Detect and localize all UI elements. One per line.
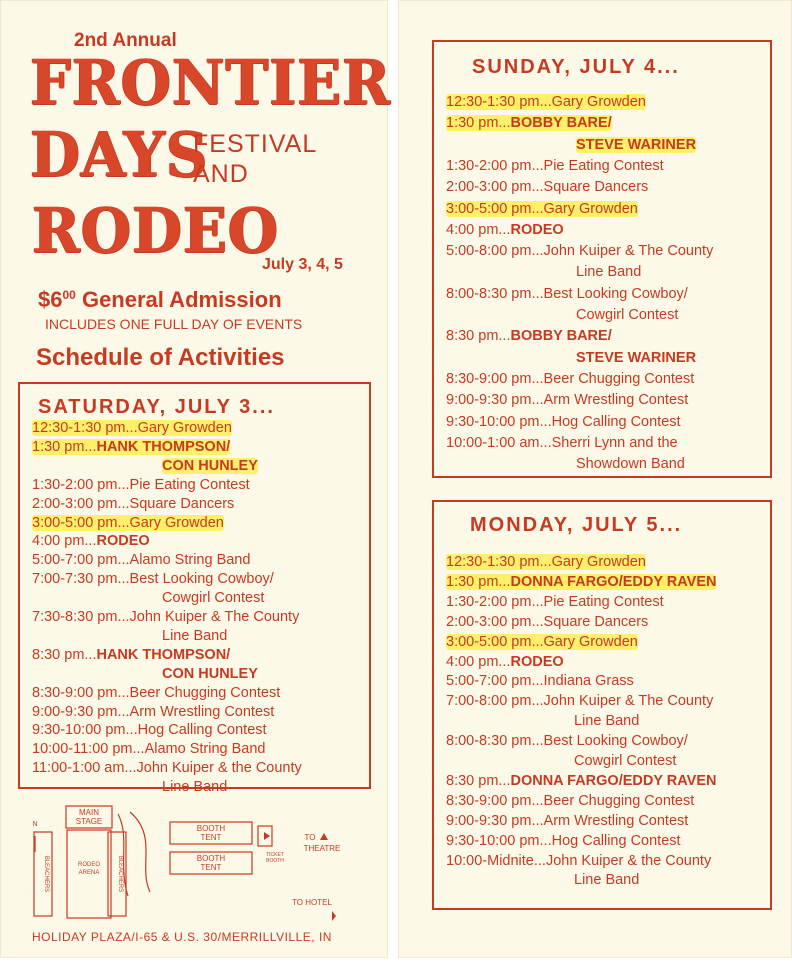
schedule-row (446, 179, 648, 196)
schedule-row (576, 264, 641, 281)
saturday-heading: SATURDAY, JULY 3... (38, 396, 275, 418)
left-panel (0, 0, 391, 958)
entry (162, 628, 227, 644)
entry (446, 286, 688, 302)
schedule-time: 11:00-1:00 am... (32, 760, 137, 777)
entry (446, 243, 713, 259)
schedule-event: Square Dancers (129, 495, 235, 512)
to-hotel-label: TO HOTEL (292, 898, 332, 907)
entry (32, 496, 234, 512)
schedule-time: 8:30-9:00 pm... (446, 370, 544, 387)
ticket-booth-label-1: TICKET (266, 852, 284, 858)
schedule-time: 5:00-7:00 pm... (446, 673, 544, 690)
highlighted-entry (446, 94, 646, 110)
schedule-event: Cowgirl Contest (574, 753, 677, 769)
title-rodeo: RODEO (32, 194, 279, 267)
schedule-event: Beer Chugging Contest (129, 684, 281, 701)
entry (446, 179, 648, 195)
schedule-event: Best Looking Cowboy/ (543, 733, 688, 750)
schedule-row (32, 552, 250, 569)
schedule-time: 8:30 pm... (32, 646, 97, 663)
schedule-row (32, 609, 299, 626)
schedule-row (446, 654, 564, 671)
schedule-row (446, 554, 646, 571)
schedule-row (32, 439, 230, 456)
schedule-event: Gary Growden (551, 554, 646, 570)
entry (32, 741, 266, 757)
schedule-event: Showdown Band (576, 456, 685, 473)
schedule-row (446, 158, 664, 175)
schedule-row (446, 392, 688, 409)
entry (446, 833, 681, 849)
schedule-row (446, 328, 612, 345)
schedule-event: Arm Wrestling Contest (129, 703, 275, 720)
entry (446, 435, 678, 451)
schedule-event: Beer Chugging Contest (543, 370, 695, 387)
north-label: N (32, 821, 38, 828)
schedule-time: 8:30-9:00 pm... (32, 684, 130, 701)
triangle-icon (264, 832, 270, 840)
title-festival: FESTIVAL (193, 130, 318, 158)
schedule-event: Gary Growden (551, 94, 646, 110)
entry (576, 456, 685, 472)
schedule-event: CON HUNLEY (162, 457, 258, 474)
schedule-row (446, 222, 564, 239)
entry (576, 264, 641, 280)
entry (32, 477, 250, 493)
entry (446, 853, 711, 869)
schedule-time: 1:30 pm... (446, 115, 511, 132)
schedule-event: Pie Eating Contest (129, 476, 250, 493)
schedule-row (446, 94, 646, 111)
schedule-time: 12:30-1:30 pm... (446, 554, 552, 570)
schedule-event: BOBBY BARE/ (510, 115, 612, 132)
schedule-row (32, 741, 266, 758)
schedule-time: 7:00-8:00 pm... (446, 693, 544, 710)
schedule-time: 1:30-2:00 pm... (32, 476, 130, 493)
to-theatre-label-2: THEATRE (303, 844, 341, 853)
admission-price (38, 287, 282, 313)
title-frontier: FRONTIER (30, 46, 391, 119)
highlighted-entry (446, 574, 716, 590)
schedule-event: Indiana Grass (543, 673, 634, 690)
entry (32, 704, 274, 720)
highlighted-entry (446, 201, 638, 217)
schedule-time: 7:00-7:30 pm... (32, 571, 130, 588)
main-stage-label-2: STAGE (75, 817, 103, 826)
schedule-event: RODEO (96, 533, 150, 550)
schedule-time: 9:30-10:00 pm... (446, 413, 552, 430)
entry (446, 654, 564, 670)
entry (446, 222, 564, 238)
schedule-event: RODEO (510, 653, 564, 670)
entry (32, 552, 250, 568)
schedule-event: BOBBY BARE/ (510, 328, 612, 345)
entry (574, 753, 676, 769)
venue-address: HOLIDAY PLAZA/I-65 & U.S. 30/MERRILLVILLE, IN (32, 930, 332, 944)
schedule-event: Pie Eating Contest (543, 157, 664, 174)
schedule-event: RODEO (510, 221, 564, 238)
schedule-event: Line Band (162, 779, 228, 796)
monday-schedule-box (432, 500, 772, 910)
highlighted-entry (446, 634, 638, 650)
schedule-event: DONNA FARGO/EDDY RAVEN (510, 573, 717, 590)
right-panel (398, 0, 792, 958)
schedule-event: Line Band (162, 627, 228, 644)
schedule-time: 3:00-5:00 pm... (32, 514, 130, 531)
entry (162, 666, 258, 682)
arena-label-2: ARENA (78, 870, 100, 876)
entry (446, 392, 688, 408)
entry (446, 414, 681, 430)
schedule-row (32, 571, 274, 588)
schedule-title: Schedule of Activities (36, 344, 285, 371)
schedule-row (446, 414, 681, 431)
schedule-row (446, 115, 612, 132)
booth-tent-1-label-2: TENT (200, 833, 222, 842)
schedule-row (446, 733, 688, 750)
schedule-time: 5:00-7:00 pm... (32, 552, 130, 569)
entry (32, 722, 267, 738)
entry (162, 779, 227, 795)
highlighted-entry (162, 458, 258, 474)
schedule-time: 4:00 pm... (32, 533, 97, 550)
path-curve-2 (130, 812, 150, 892)
schedule-row (446, 773, 716, 790)
entry (576, 307, 678, 323)
schedule-row (446, 634, 638, 651)
schedule-row (32, 647, 230, 664)
theatre-arrow-icon (320, 833, 328, 840)
schedule-row (446, 853, 711, 870)
entry (32, 609, 299, 625)
schedule-event: John Kuiper & The County (543, 243, 714, 260)
schedule-row (446, 813, 688, 830)
admission-text: General Admission (75, 287, 282, 312)
schedule-row (576, 456, 685, 473)
schedule-time: 4:00 pm... (446, 653, 511, 670)
schedule-row (576, 137, 696, 154)
schedule-time: 10:00-Midnite... (446, 852, 546, 869)
schedule-event: John Kuiper & the County (545, 852, 712, 869)
schedule-event: Sherri Lynn and the (551, 434, 678, 451)
schedule-event: Gary Growden (543, 633, 638, 650)
price-dollars: $6 (38, 287, 63, 312)
entry (446, 793, 694, 809)
entry (32, 533, 150, 549)
schedule-event: Hog Calling Contest (551, 413, 681, 430)
schedule-row (446, 435, 678, 452)
schedule-time: 9:00-9:30 pm... (446, 392, 544, 409)
schedule-row (32, 760, 302, 777)
schedule-row (446, 286, 688, 303)
schedule-time: 2:00-3:00 pm... (32, 495, 130, 512)
schedule-row (446, 833, 681, 850)
to-theatre-label-1: TO (304, 833, 316, 842)
schedule-time: 8:30 pm... (446, 772, 511, 789)
schedule-row (32, 420, 232, 437)
schedule-time: 9:30-10:00 pm... (446, 832, 552, 849)
includes-note: INCLUDES ONE FULL DAY OF EVENTS (45, 316, 303, 332)
schedule-event: HANK THOMPSON/ (96, 646, 231, 663)
arena-label-1: RODEO (77, 862, 101, 868)
schedule-event: Cowgirl Contest (576, 307, 679, 323)
booth-tent-2-label-2: TENT (200, 863, 222, 872)
schedule-row (574, 872, 639, 889)
schedule-time: 12:30-1:30 pm... (446, 94, 552, 110)
schedule-row (32, 477, 250, 494)
saturday-schedule-box (18, 382, 371, 796)
schedule-event: Alamo String Band (144, 741, 266, 758)
entry (32, 571, 274, 587)
booth-tent-1-label-1: BOOTH (196, 824, 226, 833)
schedule-row (162, 779, 227, 796)
venue-map (0, 796, 388, 936)
schedule-row (446, 793, 694, 810)
entry (32, 760, 302, 776)
schedule-row (162, 590, 264, 607)
schedule-time: 2:00-3:00 pm... (446, 613, 544, 630)
entry (32, 647, 230, 663)
schedule-event: Line Band (574, 872, 640, 889)
schedule-row (446, 693, 713, 710)
entry (574, 713, 639, 729)
entry (446, 813, 688, 829)
entry (162, 590, 264, 606)
schedule-event: Alamo String Band (129, 552, 251, 569)
schedule-row (162, 628, 227, 645)
schedule-event: John Kuiper & The County (543, 693, 714, 710)
entry (446, 328, 612, 344)
main-stage-label-1: MAIN (79, 808, 99, 817)
schedule-time: 3:00-5:00 pm... (446, 200, 544, 217)
schedule-event: Gary Growden (543, 200, 638, 217)
ticket-booth-label-2: BOOTH (266, 858, 284, 864)
schedule-event: Hog Calling Contest (137, 722, 267, 739)
schedule-row (446, 371, 694, 388)
schedule-time: 8:00-8:30 pm... (446, 285, 544, 302)
schedule-time: 1:30 pm... (32, 438, 97, 455)
highlighted-entry (32, 439, 230, 455)
schedule-row (32, 515, 224, 532)
sunday-heading: SUNDAY, JULY 4... (472, 56, 680, 78)
schedule-event: Square Dancers (543, 613, 649, 630)
schedule-event: DONNA FARGO/EDDY RAVEN (510, 772, 717, 789)
title-and: AND (193, 160, 249, 188)
title-days: DAYS (30, 118, 209, 191)
schedule-row (32, 496, 234, 513)
schedule-row (574, 753, 676, 770)
schedule-time: 12:30-1:30 pm... (32, 420, 138, 436)
schedule-event: Gary Growden (137, 420, 232, 436)
schedule-time: 4:00 pm... (446, 221, 511, 238)
schedule-time: 10:00-1:00 am... (446, 434, 552, 451)
schedule-row (162, 458, 258, 475)
highlighted-entry (32, 515, 224, 531)
schedule-row (446, 673, 634, 690)
highlighted-entry (576, 137, 696, 153)
bleachers-right-label: BLEACHERS (117, 855, 123, 893)
booth-tent-2-label-1: BOOTH (196, 854, 226, 863)
schedule-event: STEVE WARINER (576, 136, 697, 153)
schedule-event: Line Band (576, 264, 642, 281)
entry (446, 594, 664, 610)
sunday-schedule-box (432, 40, 772, 478)
schedule-time: 8:00-8:30 pm... (446, 733, 544, 750)
monday-heading: MONDAY, JULY 5... (470, 514, 683, 536)
entry (446, 773, 716, 789)
schedule-event: Arm Wrestling Contest (543, 392, 689, 409)
schedule-row (446, 614, 648, 631)
entry (32, 685, 280, 701)
schedule-time: 7:30-8:30 pm... (32, 609, 130, 625)
annual-label: 2nd Annual (74, 30, 177, 51)
entry (446, 673, 634, 689)
schedule-event: HANK THOMPSON/ (96, 438, 231, 455)
schedule-time: 5:00-8:00 pm... (446, 243, 544, 260)
schedule-event: John Kuiper & The County (129, 609, 300, 625)
schedule-time: 8:30-9:00 pm... (446, 792, 544, 809)
schedule-event: Beer Chugging Contest (543, 792, 695, 809)
schedule-row (162, 666, 258, 683)
entry (446, 693, 713, 709)
schedule-event: Hog Calling Contest (551, 832, 681, 849)
price-cents: 00 (62, 288, 76, 302)
schedule-event: John Kuiper & the County (136, 760, 302, 777)
schedule-time: 10:00-11:00 pm... (32, 741, 145, 758)
schedule-row (574, 713, 639, 730)
schedule-time: 8:30 pm... (446, 328, 511, 345)
schedule-time: 2:00-3:00 pm... (446, 179, 544, 196)
event-dates: July 3, 4, 5 (262, 256, 343, 273)
schedule-row (446, 594, 664, 611)
schedule-event: Line Band (574, 713, 640, 730)
schedule-event: Best Looking Cowboy/ (543, 285, 688, 302)
schedule-row (32, 704, 274, 721)
highlighted-entry (446, 115, 612, 131)
schedule-time: 9:00-9:30 pm... (446, 812, 544, 829)
schedule-row (576, 307, 678, 324)
schedule-time: 3:00-5:00 pm... (446, 633, 544, 650)
schedule-event: Cowgirl Contest (162, 590, 265, 607)
schedule-time: 9:30-10:00 pm... (32, 722, 138, 739)
schedule-time: 1:30-2:00 pm... (446, 157, 544, 174)
schedule-row (32, 533, 150, 550)
schedule-row (32, 722, 267, 739)
schedule-time: 1:30 pm... (446, 573, 511, 590)
entry (446, 371, 694, 387)
schedule-row (446, 243, 713, 260)
schedule-row (32, 685, 280, 702)
bleachers-left-label: BLEACHERS (43, 855, 49, 893)
entry (576, 350, 696, 366)
schedule-event: Gary Growden (129, 514, 224, 531)
highlighted-entry (32, 420, 232, 436)
schedule-row (446, 201, 638, 218)
schedule-event: Arm Wrestling Contest (543, 812, 689, 829)
schedule-event: Square Dancers (543, 179, 649, 196)
highlighted-entry (446, 554, 646, 570)
schedule-row (576, 350, 696, 367)
schedule-event: Pie Eating Contest (543, 593, 664, 610)
schedule-event: Best Looking Cowboy/ (129, 571, 274, 588)
hotel-arrow-icon (332, 911, 336, 921)
schedule-event: STEVE WARINER (576, 349, 697, 366)
entry (446, 158, 664, 174)
entry (574, 872, 639, 888)
schedule-row (446, 574, 716, 591)
schedule-time: 1:30-2:00 pm... (446, 593, 544, 610)
schedule-event: CON HUNLEY (162, 665, 258, 682)
entry (446, 614, 648, 630)
schedule-time: 9:00-9:30 pm... (32, 703, 130, 720)
entry (446, 733, 688, 749)
